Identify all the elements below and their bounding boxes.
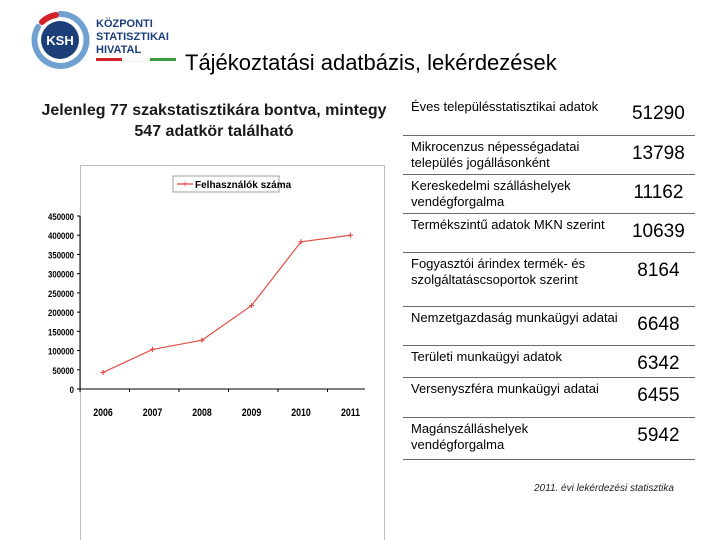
page-subtitle: Jelenleg 77 szakstatisztikára bontva, mintegy 547 adatkör található [41, 102, 387, 140]
table-row [403, 252, 695, 306]
data-point [150, 347, 155, 352]
y-tick-label: 200000 [48, 307, 74, 319]
x-tick-label: 2011 [340, 407, 361, 420]
logo-line-3: HIVATAL [96, 44, 142, 56]
page-title: Tájékoztatási adatbázis, lekérdezések [185, 50, 557, 75]
table-cell-value: 5942 [622, 417, 695, 459]
table-cell-label: Magánszálláshelyek vendégforgalma [403, 417, 622, 459]
x-tick-label: 2010 [291, 407, 311, 420]
logo-line-2: STATISZTIKAI [96, 31, 169, 43]
table-cell-value: 8164 [622, 252, 695, 306]
chart-legend [173, 176, 292, 192]
legend-label: Felhasználók száma [195, 180, 292, 191]
logo-wordmark [96, 18, 169, 57]
series-felhasznalok [101, 233, 354, 375]
y-axis [48, 211, 80, 395]
table-cell-value: 11162 [622, 174, 695, 213]
data-point [348, 233, 353, 238]
table-row [403, 377, 695, 417]
x-axis [80, 389, 365, 419]
table-cell-value: 51290 [622, 96, 695, 135]
data-table [403, 96, 695, 460]
table-cell-label: Nemzetgazdaság munkaügyi adatai [403, 306, 622, 345]
table-cell-label: Termékszintű adatok MKN szerint [403, 213, 622, 252]
table-cell-label: Területi munkaügyi adatok [403, 345, 622, 377]
logo-mark-text: KSH [46, 33, 74, 48]
data-point [101, 370, 106, 375]
x-tick-label: 2008 [192, 407, 212, 420]
table-row [403, 96, 695, 135]
table-cell-value: 6455 [622, 377, 695, 417]
table-cell-value: 10639 [622, 213, 695, 252]
table-cell-label: Éves településstatisztikai adatok [403, 96, 622, 135]
table-cell-value: 6648 [622, 306, 695, 345]
x-tick-label: 2006 [93, 407, 113, 420]
legend-marker: + [182, 179, 188, 191]
table-row [403, 306, 695, 345]
table-row [403, 345, 695, 377]
y-tick-label: 150000 [48, 326, 74, 338]
x-tick-label: 2009 [241, 407, 262, 420]
table-cell-label: Kereskedelmi szálláshelyek vendégforgalma [403, 174, 622, 213]
ksh-logo-mark [30, 10, 90, 70]
table-cell-value: 13798 [622, 135, 695, 174]
y-tick-label: 450000 [48, 211, 74, 223]
y-tick-label: 50000 [52, 365, 74, 376]
y-tick-label: 350000 [48, 249, 74, 261]
table-row [403, 213, 695, 252]
y-tick-label: 400000 [48, 230, 74, 242]
table-cell-label: Fogyasztói árindex termék- és szolgáltatáscsoportok szerint [403, 252, 622, 306]
users-line-chart [30, 170, 375, 440]
table-row [403, 135, 695, 174]
y-tick-label: 100000 [48, 345, 74, 357]
table-cell-label: Versenyszféra munkaügyi adatai [403, 377, 622, 417]
table-row [403, 174, 695, 213]
logo-stripes [96, 58, 176, 64]
table-cell-value: 6342 [622, 345, 695, 377]
y-tick-label: 250000 [48, 288, 74, 300]
series-line [103, 235, 351, 372]
logo-line-1: KÖZPONTI [96, 18, 153, 30]
table-cell-label: Mikrocenzus népességadatai település jogállásonként [403, 135, 622, 174]
ksh-logo [30, 10, 180, 70]
table-row [403, 417, 695, 459]
y-tick-label: 0 [69, 384, 74, 396]
y-tick-label: 300000 [48, 268, 74, 280]
footnote: 2011. évi lekérdezési statisztika [534, 483, 674, 494]
x-tick-label: 2007 [142, 407, 163, 420]
